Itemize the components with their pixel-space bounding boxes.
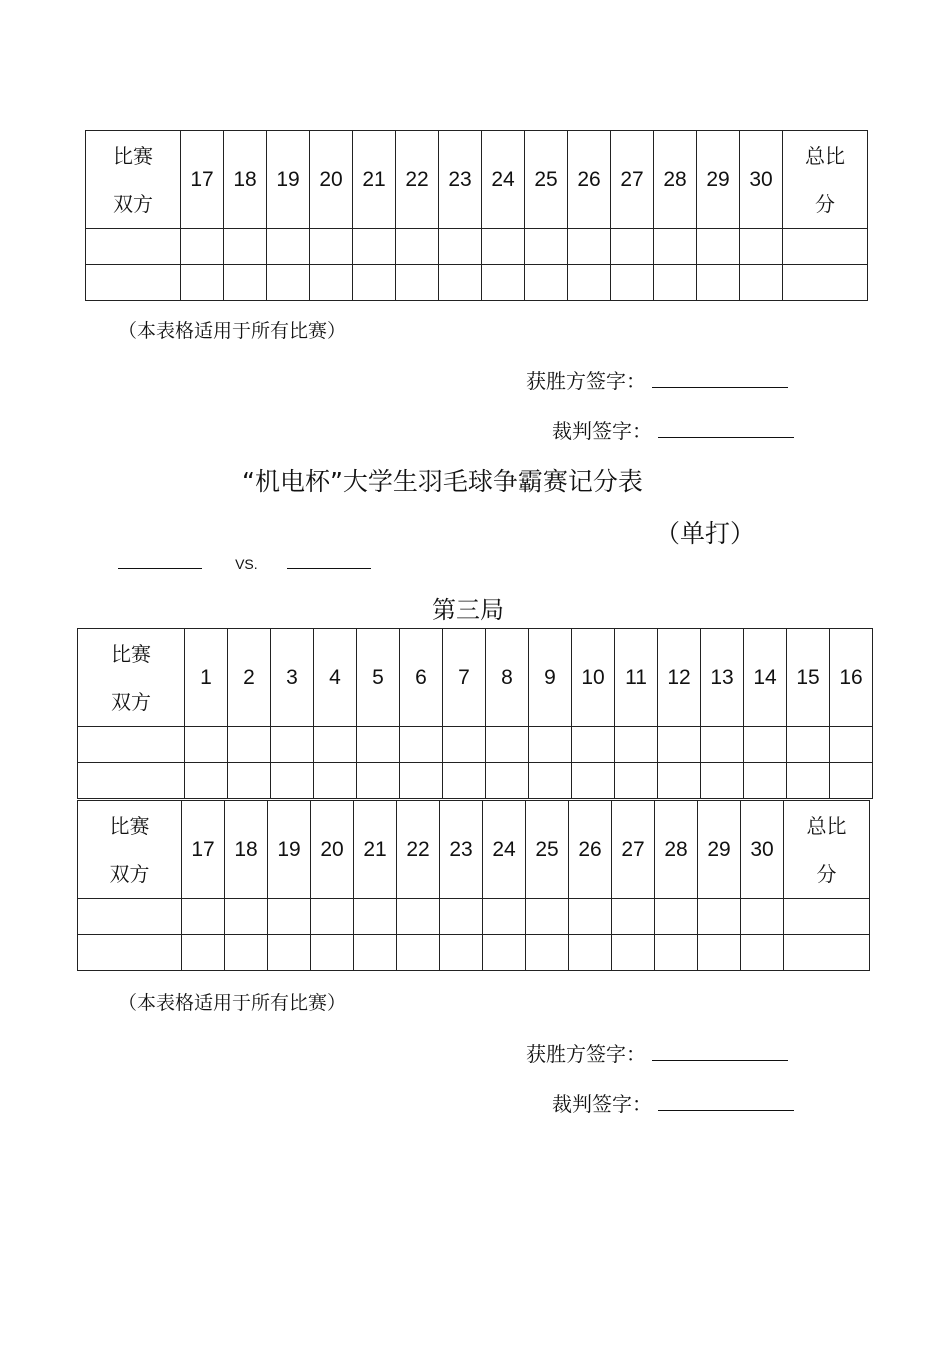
score-cell[interactable]: [181, 265, 224, 301]
score-cell[interactable]: [86, 229, 181, 265]
players-label-line1: 比赛: [113, 143, 153, 168]
point-col-2: 2: [228, 629, 271, 727]
score-cell[interactable]: [78, 763, 185, 799]
score-cell[interactable]: [185, 727, 228, 763]
point-col-17: 17: [182, 801, 225, 899]
score-cell[interactable]: [529, 763, 572, 799]
score-cell[interactable]: [784, 935, 870, 971]
score-cell[interactable]: [611, 229, 654, 265]
total-score-cell: [784, 801, 870, 899]
point-col-29: 29: [697, 131, 740, 229]
score-cell[interactable]: [86, 265, 181, 301]
point-col-29: 29: [698, 801, 741, 899]
score-cell[interactable]: [357, 763, 400, 799]
score-cell[interactable]: [572, 763, 615, 799]
score-cell[interactable]: [310, 265, 353, 301]
score-cell[interactable]: [396, 229, 439, 265]
score-cell[interactable]: [482, 265, 525, 301]
score-cell[interactable]: [787, 763, 830, 799]
score-cell[interactable]: [353, 265, 396, 301]
player-row-2: [78, 763, 873, 799]
point-col-19: 19: [267, 131, 310, 229]
score-cell[interactable]: [740, 265, 783, 301]
score-cell[interactable]: [569, 935, 612, 971]
page-title: “机电杯”大学生羽毛球争霸赛记分表: [242, 467, 643, 496]
score-cell[interactable]: [357, 727, 400, 763]
player-row-1: [78, 899, 870, 935]
score-cell[interactable]: [830, 727, 873, 763]
point-col-28: 28: [655, 801, 698, 899]
point-col-4: 4: [314, 629, 357, 727]
point-col-21: 21: [354, 801, 397, 899]
score-cell[interactable]: [314, 727, 357, 763]
score-cell[interactable]: [654, 265, 697, 301]
players-label-cell: [78, 629, 185, 727]
point-col-9: 9: [529, 629, 572, 727]
point-col-18: 18: [224, 131, 267, 229]
score-table-points-17-30: [77, 800, 870, 971]
score-cell[interactable]: [615, 727, 658, 763]
score-cell[interactable]: [268, 899, 311, 935]
score-cell[interactable]: [655, 935, 698, 971]
score-cell[interactable]: [698, 935, 741, 971]
score-cell[interactable]: [400, 763, 443, 799]
players-label-line1: 比赛: [111, 641, 151, 666]
players-label-cell: [86, 131, 181, 229]
point-col-14: 14: [744, 629, 787, 727]
players-label-line2: 双方: [109, 861, 150, 886]
players-line: [118, 554, 371, 573]
score-cell[interactable]: [697, 229, 740, 265]
point-col-7: 7: [443, 629, 486, 727]
players-label-cell: [78, 801, 182, 899]
score-cell[interactable]: [267, 265, 310, 301]
winner-signature-label: 获胜方签字：: [526, 369, 646, 393]
score-cell[interactable]: [744, 763, 787, 799]
winner-signature-2: [526, 1038, 788, 1067]
score-cell[interactable]: [568, 229, 611, 265]
score-cell[interactable]: [354, 935, 397, 971]
score-cell[interactable]: [569, 899, 612, 935]
point-col-17: 17: [181, 131, 224, 229]
score-cell[interactable]: [354, 899, 397, 935]
point-col-19: 19: [268, 801, 311, 899]
score-cell[interactable]: [701, 727, 744, 763]
point-col-1: 1: [185, 629, 228, 727]
score-cell[interactable]: [314, 763, 357, 799]
score-cell[interactable]: [526, 899, 569, 935]
score-cell[interactable]: [439, 229, 482, 265]
point-col-26: 26: [569, 801, 612, 899]
referee-signature-label: 裁判签字：: [552, 1092, 652, 1116]
point-col-30: 30: [741, 801, 784, 899]
score-cell[interactable]: [271, 763, 314, 799]
point-col-22: 22: [397, 801, 440, 899]
score-cell[interactable]: [744, 727, 787, 763]
point-col-24: 24: [483, 801, 526, 899]
score-cell[interactable]: [78, 727, 185, 763]
score-cell[interactable]: [654, 229, 697, 265]
score-cell[interactable]: [611, 265, 654, 301]
score-cell[interactable]: [443, 727, 486, 763]
score-cell[interactable]: [181, 229, 224, 265]
score-table-points-1-16: [77, 628, 873, 799]
point-col-28: 28: [654, 131, 697, 229]
player-row-2: [86, 265, 868, 301]
referee-signature-line[interactable]: [658, 423, 794, 438]
score-cell[interactable]: [225, 899, 268, 935]
point-col-12: 12: [658, 629, 701, 727]
score-cell[interactable]: [615, 763, 658, 799]
total-score-cell: [783, 131, 868, 229]
point-col-25: 25: [525, 131, 568, 229]
score-cell[interactable]: [486, 727, 529, 763]
score-cell[interactable]: [526, 935, 569, 971]
score-cell[interactable]: [612, 899, 655, 935]
score-cell[interactable]: [310, 229, 353, 265]
score-cell[interactable]: [224, 265, 267, 301]
score-cell[interactable]: [697, 265, 740, 301]
point-col-27: 27: [612, 801, 655, 899]
point-col-27: 27: [611, 131, 654, 229]
player2-blank[interactable]: [287, 567, 371, 569]
point-col-16: 16: [830, 629, 873, 727]
point-col-11: 11: [615, 629, 658, 727]
score-cell[interactable]: [740, 229, 783, 265]
score-cell[interactable]: [396, 265, 439, 301]
total-label-line1: 总比: [805, 143, 845, 168]
score-cell[interactable]: [483, 899, 526, 935]
score-cell[interactable]: [268, 935, 311, 971]
referee-signature: [552, 415, 794, 444]
point-col-8: 8: [486, 629, 529, 727]
score-cell[interactable]: [572, 727, 615, 763]
players-label-line2: 双方: [111, 689, 151, 714]
point-col-18: 18: [225, 801, 268, 899]
score-cell[interactable]: [783, 229, 868, 265]
point-col-23: 23: [439, 131, 482, 229]
table-header-row: [78, 629, 873, 727]
point-col-20: 20: [311, 801, 354, 899]
point-col-10: 10: [572, 629, 615, 727]
score-cell[interactable]: [568, 265, 611, 301]
score-cell[interactable]: [443, 763, 486, 799]
score-cell[interactable]: [440, 899, 483, 935]
score-cell[interactable]: [311, 935, 354, 971]
winner-signature-label: 获胜方签字：: [526, 1042, 646, 1066]
point-col-21: 21: [353, 131, 396, 229]
score-cell[interactable]: [655, 899, 698, 935]
point-col-26: 26: [568, 131, 611, 229]
winner-signature-line[interactable]: [652, 1046, 788, 1061]
score-cell[interactable]: [271, 727, 314, 763]
total-label-line2: 分: [816, 861, 837, 886]
score-cell[interactable]: [78, 935, 182, 971]
score-cell[interactable]: [185, 763, 228, 799]
score-cell[interactable]: [439, 265, 482, 301]
score-cell[interactable]: [225, 935, 268, 971]
point-col-20: 20: [310, 131, 353, 229]
total-label-line1: 总比: [806, 813, 847, 838]
players-label-line1: 比赛: [109, 813, 150, 838]
score-cell[interactable]: [783, 265, 868, 301]
vs-text: VS.: [235, 556, 258, 572]
score-cell[interactable]: [78, 899, 182, 935]
score-cell[interactable]: [525, 265, 568, 301]
referee-signature-line[interactable]: [658, 1096, 794, 1111]
point-col-3: 3: [271, 629, 314, 727]
score-cell[interactable]: [701, 763, 744, 799]
score-cell[interactable]: [741, 935, 784, 971]
score-cell[interactable]: [397, 935, 440, 971]
total-label-line2: 分: [815, 191, 835, 216]
score-cell[interactable]: [612, 935, 655, 971]
point-col-24: 24: [482, 131, 525, 229]
score-cell[interactable]: [182, 935, 225, 971]
score-cell[interactable]: [267, 229, 310, 265]
point-col-13: 13: [701, 629, 744, 727]
table-header-row: [78, 801, 870, 899]
player-row-1: [86, 229, 868, 265]
score-cell[interactable]: [658, 763, 701, 799]
score-cell[interactable]: [658, 727, 701, 763]
table-header-row: [86, 131, 868, 229]
page-subtitle: （单打）: [655, 519, 756, 548]
referee-signature-2: [552, 1088, 794, 1117]
score-cell[interactable]: [830, 763, 873, 799]
score-cell[interactable]: [353, 229, 396, 265]
players-label-line2: 双方: [113, 191, 153, 216]
score-cell[interactable]: [311, 899, 354, 935]
score-cell[interactable]: [440, 935, 483, 971]
table-note-2: （本表格适用于所有比赛）: [118, 992, 347, 1014]
point-col-5: 5: [357, 629, 400, 727]
table-note: （本表格适用于所有比赛）: [118, 320, 347, 342]
score-cell[interactable]: [182, 899, 225, 935]
player1-blank[interactable]: [118, 567, 202, 569]
score-cell[interactable]: [525, 229, 568, 265]
score-cell[interactable]: [228, 763, 271, 799]
score-table-top: [85, 130, 868, 301]
score-cell[interactable]: [482, 229, 525, 265]
score-cell[interactable]: [787, 727, 830, 763]
score-cell[interactable]: [224, 229, 267, 265]
point-col-23: 23: [440, 801, 483, 899]
score-cell[interactable]: [483, 935, 526, 971]
point-col-30: 30: [740, 131, 783, 229]
score-cell[interactable]: [741, 899, 784, 935]
point-col-25: 25: [526, 801, 569, 899]
player-row-1: [78, 727, 873, 763]
score-cell[interactable]: [228, 727, 271, 763]
winner-signature-line[interactable]: [652, 373, 788, 388]
point-col-22: 22: [396, 131, 439, 229]
score-cell[interactable]: [486, 763, 529, 799]
referee-signature-label: 裁判签字：: [552, 419, 652, 443]
score-cell[interactable]: [400, 727, 443, 763]
winner-signature: [526, 365, 788, 394]
game-label: 第三局: [432, 596, 504, 624]
point-col-6: 6: [400, 629, 443, 727]
point-col-15: 15: [787, 629, 830, 727]
score-cell[interactable]: [529, 727, 572, 763]
score-cell[interactable]: [698, 899, 741, 935]
score-cell[interactable]: [784, 899, 870, 935]
player-row-2: [78, 935, 870, 971]
score-cell[interactable]: [397, 899, 440, 935]
